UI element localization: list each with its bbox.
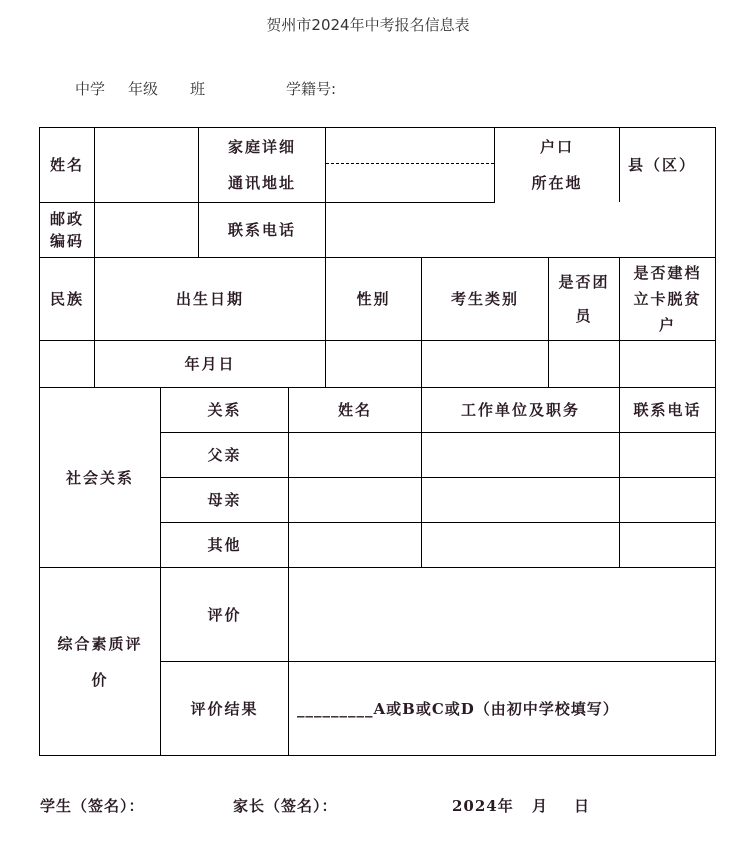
candidate-type-input[interactable] (423, 342, 547, 387)
evaluation-label-line1: 综合素质评 (57, 634, 143, 653)
relation-father: 父亲 (207, 446, 242, 464)
student-id-label: 学籍号: (286, 80, 337, 98)
result-text: A或B或C或D（由初中学校填写） (373, 699, 619, 718)
school-label: 中学 (75, 80, 106, 98)
evaluation-label-line2: 价 (91, 670, 109, 689)
hukou-label-line1: 户口 (539, 138, 574, 156)
date-day: 日 (574, 797, 591, 815)
gender-label: 性别 (356, 290, 391, 308)
ethnicity-label: 民族 (49, 290, 84, 308)
relative-phone-header: 联系电话 (633, 401, 702, 419)
comment-input[interactable] (290, 569, 714, 660)
class-label: 班 (190, 80, 206, 98)
father-employer-input[interactable] (423, 434, 618, 476)
date-year: 2024年 (452, 797, 514, 815)
other-name-input[interactable] (290, 524, 420, 566)
date-month: 月 (532, 797, 549, 815)
employer-header: 工作单位及职务 (460, 401, 580, 419)
postcode-input[interactable] (96, 204, 197, 256)
birthdate-input[interactable]: 年月日 (184, 355, 236, 373)
mother-phone-input[interactable] (621, 479, 714, 521)
poverty-input[interactable] (621, 342, 714, 387)
address-label-line1: 家庭详细 (227, 138, 296, 156)
mother-employer-input[interactable] (423, 479, 618, 521)
address-label-line2: 通讯地址 (227, 174, 296, 192)
league-member-input[interactable] (550, 342, 618, 387)
gender-input[interactable] (327, 342, 420, 387)
comment-label: 评价 (207, 605, 242, 624)
relation-header: 关系 (207, 401, 242, 419)
student-signature-label: 学生（签名）： (40, 797, 145, 815)
father-name-input[interactable] (290, 434, 420, 476)
social-relations-label: 社会关系 (65, 468, 134, 487)
result-label: 评价结果 (190, 699, 259, 718)
postcode-label-line1: 邮政 (49, 209, 84, 228)
address-input-line1[interactable] (327, 129, 493, 162)
address-input-line2[interactable] (327, 165, 493, 201)
county-label: 县（区） (628, 156, 697, 174)
ethnicity-input[interactable] (41, 342, 93, 387)
other-employer-input[interactable] (423, 524, 618, 566)
father-phone-input[interactable] (621, 434, 714, 476)
league-member-label-line2: 员 (575, 307, 593, 325)
birthdate-label: 出生日期 (175, 290, 244, 308)
poverty-label-line3: 户 (658, 316, 676, 335)
relation-other: 其他 (207, 536, 242, 554)
page-title: 贺州市2024年中考报名信息表 (266, 16, 470, 34)
phone-input[interactable] (327, 204, 714, 256)
relative-name-header: 姓名 (337, 401, 372, 419)
phone-label: 联系电话 (227, 221, 296, 239)
league-member-label-line1: 是否团 (558, 272, 610, 291)
mother-name-input[interactable] (290, 479, 420, 521)
parent-signature-label: 家长（签名）： (233, 797, 338, 815)
name-label: 姓名 (49, 156, 84, 174)
other-phone-input[interactable] (621, 524, 714, 566)
relation-mother: 母亲 (207, 491, 242, 509)
result-blank[interactable]: _________ (297, 699, 374, 718)
hukou-label-line2: 所在地 (531, 174, 583, 192)
poverty-label-line2: 立卡脱贫 (633, 289, 702, 308)
grade-label: 年级 (128, 80, 159, 98)
name-input[interactable] (96, 129, 197, 201)
postcode-label-line2: 编码 (49, 232, 84, 250)
poverty-label-line1: 是否建档 (633, 263, 702, 282)
candidate-type-label: 考生类别 (450, 290, 519, 308)
